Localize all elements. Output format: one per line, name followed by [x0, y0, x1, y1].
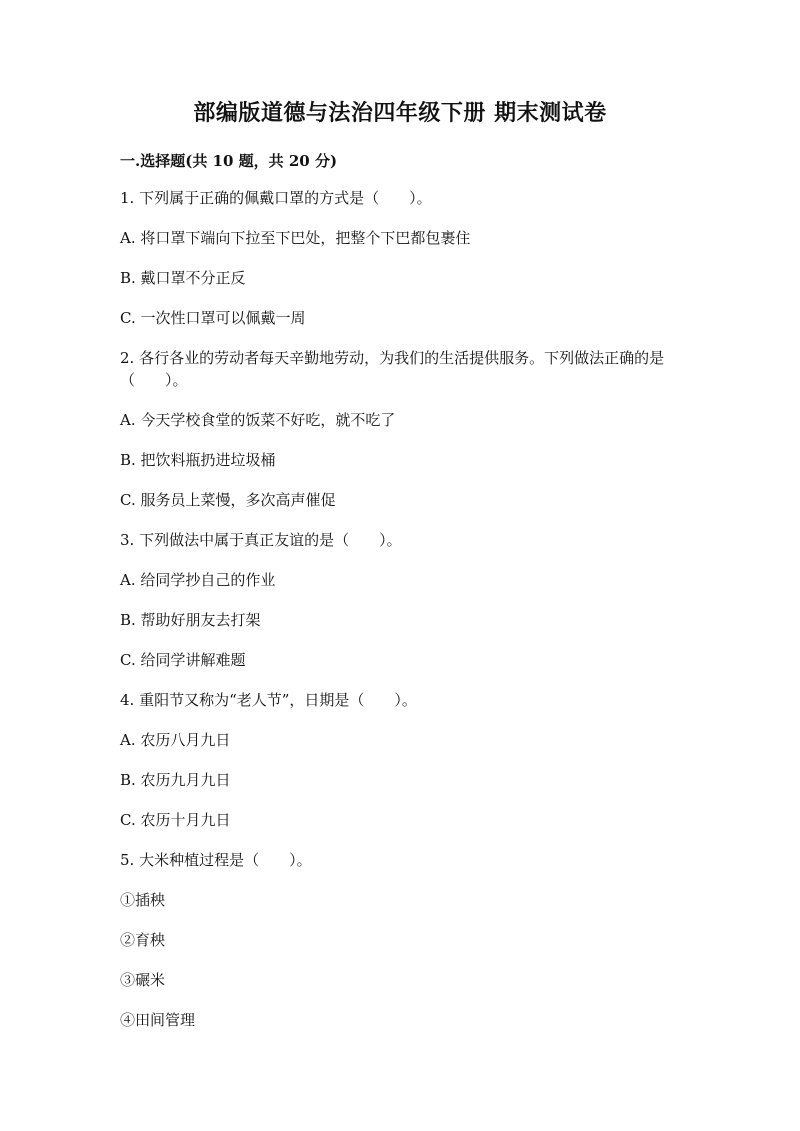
question-5-item-2: ②育秧	[120, 931, 166, 949]
question-list	[120, 187, 680, 1049]
section-heading: 一.选择题(共 10 题，共 20 分)	[120, 152, 338, 170]
question-4-stem: 4. 重阳节又称为“老人节”，日期是（ ）。	[120, 691, 417, 709]
question-3-stem: 3. 下列做法中属于真正友谊的是（ ）。	[120, 531, 402, 549]
question-2-option-a: A. 今天学校食堂的饭菜不好吃，就不吃了	[120, 411, 396, 429]
question-4-option-b: B. 农历九月九日	[120, 771, 231, 789]
question-5-item-3: ③碾米	[120, 971, 166, 989]
question-1-option-a: A. 将口罩下端向下拉至下巴处，把整个下巴都包裹住	[120, 229, 471, 247]
question-3-option-b: B. 帮助好朋友去打架	[120, 611, 261, 629]
question-2-option-b: B. 把饮料瓶扔进垃圾桶	[120, 451, 276, 469]
question-5-item-4: ④田间管理	[120, 1011, 196, 1029]
question-1-option-b: B. 戴口罩不分正反	[120, 269, 246, 287]
question-2-stem: 2. 各行各业的劳动者每天辛勤地劳动，为我们的生活提供服务。下列做法正确的是（ ）。	[120, 349, 665, 389]
question-2-option-c: C. 服务员上菜慢，多次高声催促	[120, 491, 336, 509]
question-5-item-1: ①插秧	[120, 891, 166, 909]
question-5-stem: 5. 大米种植过程是（ ）。	[120, 851, 312, 869]
question-1-option-c: C. 一次性口罩可以佩戴一周	[120, 309, 306, 327]
page-title: 部编版道德与法治四年级下册 期末测试卷	[193, 100, 607, 126]
question-4-option-c: C. 农历十月九日	[120, 811, 231, 829]
question-3-option-a: A. 给同学抄自己的作业	[120, 571, 276, 589]
question-3-option-c: C. 给同学讲解难题	[120, 651, 246, 669]
question-4-option-a: A. 农历八月九日	[120, 731, 231, 749]
question-1-stem: 1. 下列属于正确的佩戴口罩的方式是（ ）。	[120, 189, 432, 207]
